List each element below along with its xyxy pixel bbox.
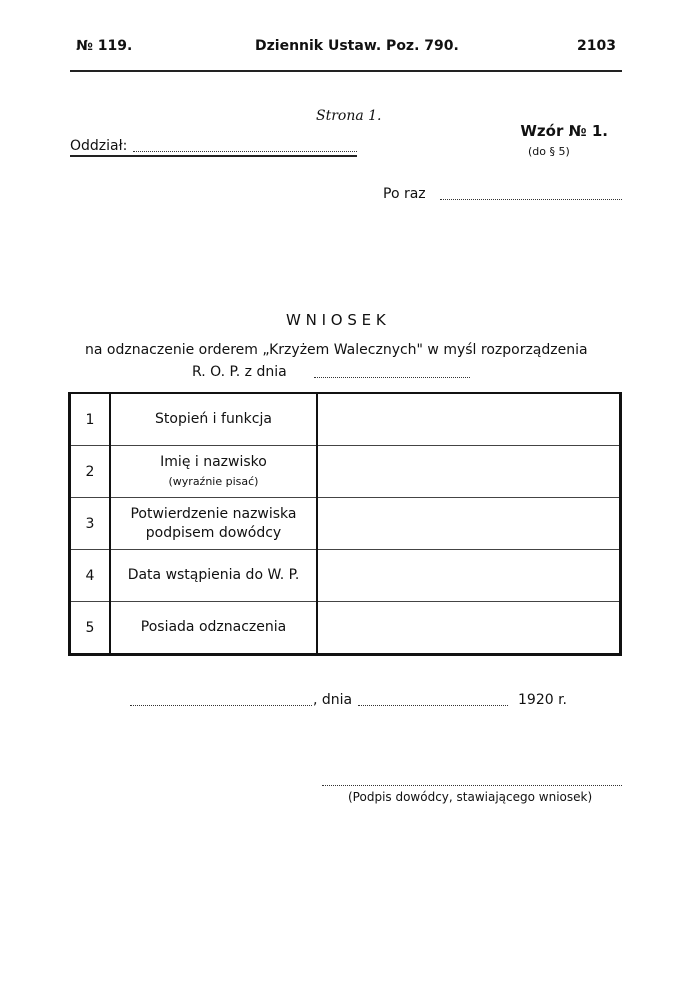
journal-title: Dziennik Ustaw. Poz. 790. [255,38,459,54]
row-entry-field[interactable] [317,393,621,446]
row-label-note: (wyraźnie pisać) [168,474,259,488]
place-field[interactable] [130,705,312,706]
row-entry-field[interactable] [317,550,621,602]
po-raz-label: Po raz [383,186,426,202]
row-label-text: Potwierdzenie nazwiska podpisem dowódcy [130,505,297,541]
row-number: 3 [70,498,111,550]
row-label [110,446,317,498]
table-row [70,550,621,602]
row-number: 5 [70,602,111,655]
table-row [70,602,621,655]
table-row [70,446,621,498]
page-side-label: Strona 1. [316,108,382,124]
oddzial-label: Oddział: [70,138,128,154]
row-label [110,393,317,446]
table-row [70,498,621,550]
row-label [110,602,317,655]
row-number: 1 [70,393,111,446]
row-label-text: Imię i nazwisko [160,453,267,470]
signature-caption: (Podpis dowódcy, stawiającego wniosek) [348,790,593,804]
row-entry-field[interactable] [317,602,621,655]
row-entry-field[interactable] [317,446,621,498]
row-label [110,550,317,602]
row-label [110,498,317,550]
row-number: 2 [70,446,111,498]
po-raz-field[interactable] [440,199,622,200]
header-rule [70,70,622,72]
page-number: 2103 [577,38,616,54]
oddzial-field[interactable] [133,151,357,152]
application-table [68,392,622,656]
date-field[interactable] [358,705,508,706]
row-number: 4 [70,550,111,602]
rop-date-field[interactable] [314,377,470,378]
oddzial-rule [70,155,357,157]
row-label-text: Posiada odznaczenia [140,619,287,635]
date-separator: , dnia [313,692,353,708]
table-row [70,393,621,446]
document-subtitle: na odznaczenie orderem „Krzyżem Walecznych" w myśl rozporządzenia [85,342,588,358]
document-title: W N I O S E K [286,311,386,329]
year-label: 1920 r. [518,692,567,708]
form-pattern-label: Wzór № 1. [520,122,608,140]
form-pattern-reference: (do § 5) [528,145,570,158]
row-label-text: Stopień i funkcja [155,411,272,427]
row-label-text: Data wstąpienia do W. P. [127,567,300,583]
rop-label: R. O. P. z dnia [192,364,287,380]
row-entry-field[interactable] [317,498,621,550]
signature-field[interactable] [322,785,622,786]
issue-number: № 119. [76,38,133,54]
